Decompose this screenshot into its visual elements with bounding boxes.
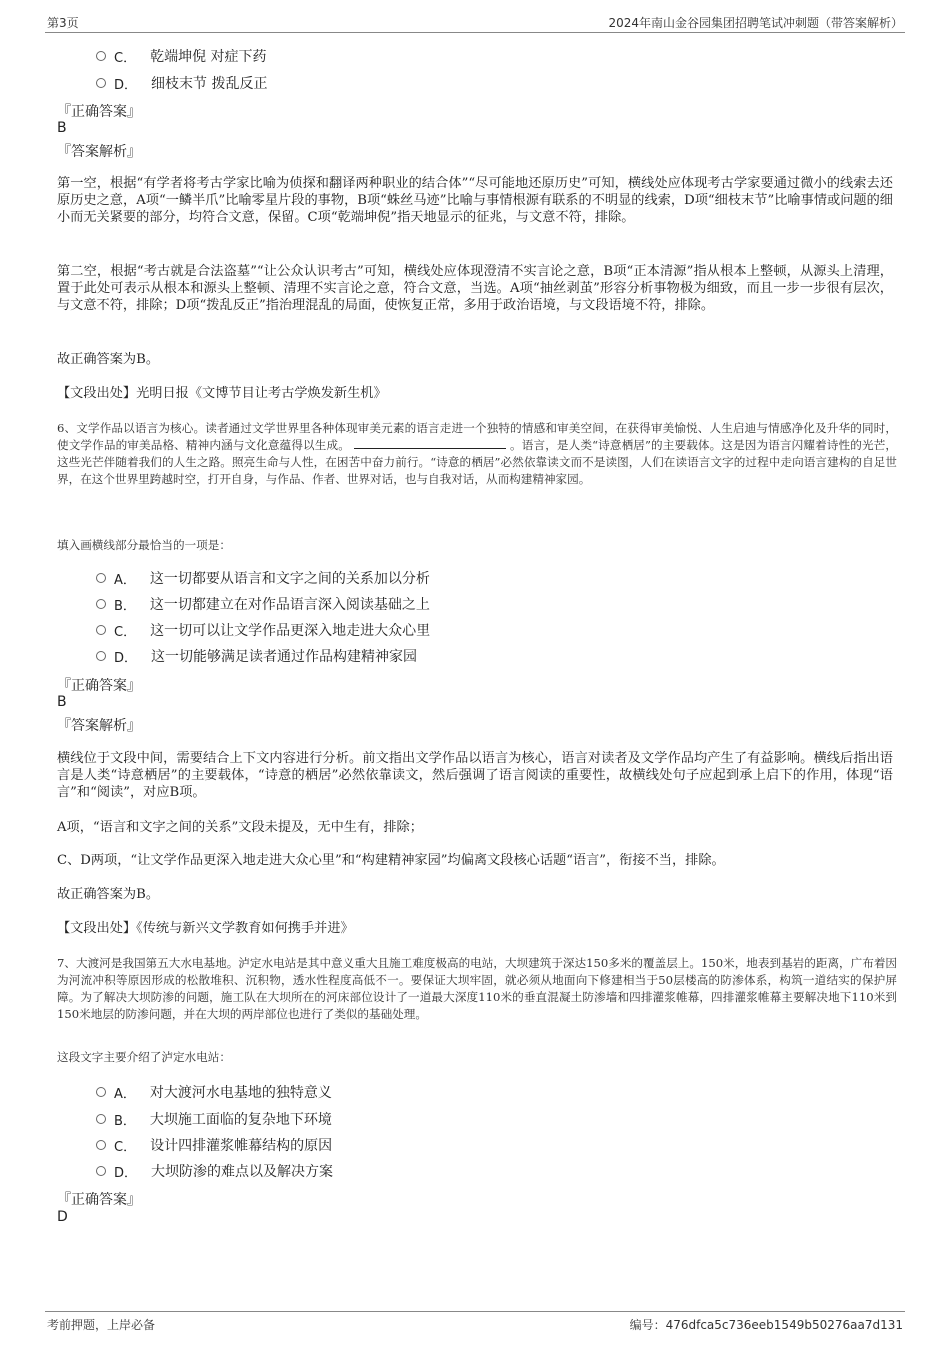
q5-analysis-para-1: 第一空，根据“有学者将考古学家比喻为侦探和翻译两种职业的结合体”“尽可能地还原历史”可知，横线处应体现考古学家要通过微小的线索去还原历史之意，A项“一鳞半爪”比喻零星片段的事物，B项“蛛丝马迹”比喻与事情根源有联系的不明显的线索，D项“细枝末节”比喻事情或问题的细小而无关紧要的部分，均符合文意，保留。C项“乾端坤倪”指天地显示的征兆，与文意不符，排除。 [57,176,893,225]
page-footer [45,1311,905,1334]
option-letter: C． [114,624,137,640]
q7-option-d[interactable] [96,1160,333,1182]
radio-icon[interactable] [96,51,106,61]
option-text: 这一切都建立在对作品语言深入阅读基础之上 [149,597,430,613]
q7-option-a[interactable] [96,1081,332,1103]
q6-option-a[interactable] [96,567,430,589]
option-letter: A． [114,1086,136,1102]
option-letter: D． [114,650,138,666]
option-text: 这一切能够满足读者通过作品构建精神家园 [151,649,418,665]
q7-answer-label: 『正确答案』 [57,1192,141,1208]
option-text: 对大渡河水电基地的独特意义 [149,1085,332,1101]
q5-analysis-label: 『答案解析』 [57,144,141,160]
q7-answer: D [57,1209,68,1225]
option-letter: B． [114,598,136,614]
q6-analysis-label: 『答案解析』 [57,718,141,734]
q6-analysis-para-3: C、D两项，“让文学作品更深入地走进大众心里”和“构建精神家园”均偏离文段核心话题“语言”，衔接不当，排除。 [57,853,725,868]
radio-icon[interactable] [96,1166,106,1176]
q7-option-c[interactable] [96,1134,332,1156]
q6-passage [57,420,897,488]
page-header [45,10,905,33]
q6-answer: B [57,694,67,710]
radio-icon[interactable] [96,1114,106,1124]
radio-icon[interactable] [96,625,106,635]
option-letter: C． [114,50,137,66]
footer-slogan: 考前押题，上岸必备 [47,1318,156,1332]
option-text: 乾端坤倪 对症下药 [150,49,267,65]
q6-analysis-para-2: A项，“语言和文字之间的关系”文段未提及，无中生有，排除； [57,820,423,835]
page-number: 第3页 [47,16,79,30]
option-text: 这一切可以让文学作品更深入地走进大众心里 [150,623,431,639]
q5-answer-label: 『正确答案』 [57,104,141,120]
q7-passage: 7、大渡河是我国第五大水电基地。泸定水电站是其中意义重大且施工难度极高的电站，大坝建筑于深达150多米的覆盖层上。150米，地表到基岩的距离，广布着因为河流冲积等原因形成的松散堆积、沉积物，透水性程度高低不一。要保证大坝牢固，就必须从地面向下修建相当于50层楼高的防渗体系，构筑一道结实的保护屏障。为了解决大坝防渗的问题，施工队在大坝所在的河床部位设计了一道最大深度110米的垂直混凝土防渗墙和四排灌浆帷幕，四排灌浆帷幕主要解决地下110米到150米地层的防渗问题，并在大坝的两岸部位也进行了类似的基础处理。 [57,956,898,1021]
radio-icon[interactable] [96,573,106,583]
option-letter: D． [114,77,138,93]
option-text: 这一切都要从语言和文字之间的关系加以分析 [149,571,430,587]
document-title: 2024年南山金谷园集团招聘笔试冲刺题（带答案解析） [608,16,903,30]
option-text: 设计四排灌浆帷幕结构的原因 [150,1138,333,1154]
q6-option-d[interactable] [96,645,417,667]
radio-icon[interactable] [96,651,106,661]
option-letter: C． [114,1139,137,1155]
radio-icon[interactable] [96,78,106,88]
q6-source: 【文段出处】《传统与新兴文学教育如何携手并进》 [57,921,354,936]
q5-answer: B [57,120,67,136]
option-letter: D． [114,1165,138,1181]
document-id: 编号：476dfca5c736eeb1549b50276aa7d131 [629,1318,903,1332]
radio-icon[interactable] [96,599,106,609]
q6-stem: 填入画横线部分最恰当的一项是： [57,538,231,552]
radio-icon[interactable] [96,1087,106,1097]
q6-analysis-conclusion: 故正确答案为B。 [57,887,160,902]
q5-analysis-conclusion: 故正确答案为B。 [57,352,160,367]
q5-analysis-para-2: 第二空，根据“考古就是合法盗墓”“让公众认识考古”可知，横线处应体现澄清不实言论之意，B项“正本清源”指从根本上整顿，从源头上清理，置于此处可表示从根本和源头上整顿、清理不实言论之意，符合文意，当选。A项“抽丝剥茧”形容分析事物极为细致，而且一步一步很有层次，与文意不符，排除；D项“拨乱反正”指治理混乱的局面，使恢复正常，多用于政治语境，与文段语境不符，排除。 [57,264,893,313]
fill-in-blank [354,438,506,449]
q5-option-d[interactable] [96,72,267,94]
radio-icon[interactable] [96,1140,106,1150]
q7-stem: 这段文字主要介绍了泸定水电站： [57,1050,231,1064]
q6-analysis-para-1: 横线位于文段中间，需要结合上下文内容进行分析。前文指出文学作品以语言为核心，语言对读者及文学作品均产生了有益影响。横线后指出语言是人类“诗意栖居”的主要载体，“诗意的栖居”必然依靠读文，然后强调了语言阅读的重要性，故横线处句子应起到承上启下的作用，体现“语言”和“阅读”，对应B项。 [57,751,893,800]
q6-option-c[interactable] [96,619,430,641]
option-text: 大坝施工面临的复杂地下环境 [149,1112,332,1128]
q6-answer-label: 『正确答案』 [57,678,141,694]
option-text: 大坝防渗的难点以及解决方案 [151,1164,334,1180]
q6-option-b[interactable] [96,593,430,615]
option-letter: A． [114,572,136,588]
option-text: 细枝末节 拨乱反正 [151,76,268,92]
q6-passage-part2: 。语言，是人类“诗意栖居”的主要载体。这是因为语言闪耀着诗性的光芒，这些光芒伴随着我们的人生之路。照亮生命与人性，在困苦中奋力前行。“诗意的栖居”必然依靠读文而不是读图，人们在读语言文字的过程中走向语言建构的自足世界，在这个世界里跨越时空，打开自身，与作品、作者、世界对话，也与自我对话，从而构建精神家园。 [57,438,897,486]
option-letter: B． [114,1113,136,1129]
q5-option-c[interactable] [96,45,267,67]
q6-passage-part1: 6、文学作品以语言为核心。读者通过文学世界里各种体现审美元素的语言走进一个独特的情感和审美空间，在获得审美愉悦、人生启迪与情感净化及升华的同时，使文学作品的审美品格、精神内涵与文化意蕴得以生成。 [57,421,897,452]
q7-option-b[interactable] [96,1108,332,1130]
q5-source: 【文段出处】光明日报《文博节目让考古学焕发新生机》 [57,386,387,401]
